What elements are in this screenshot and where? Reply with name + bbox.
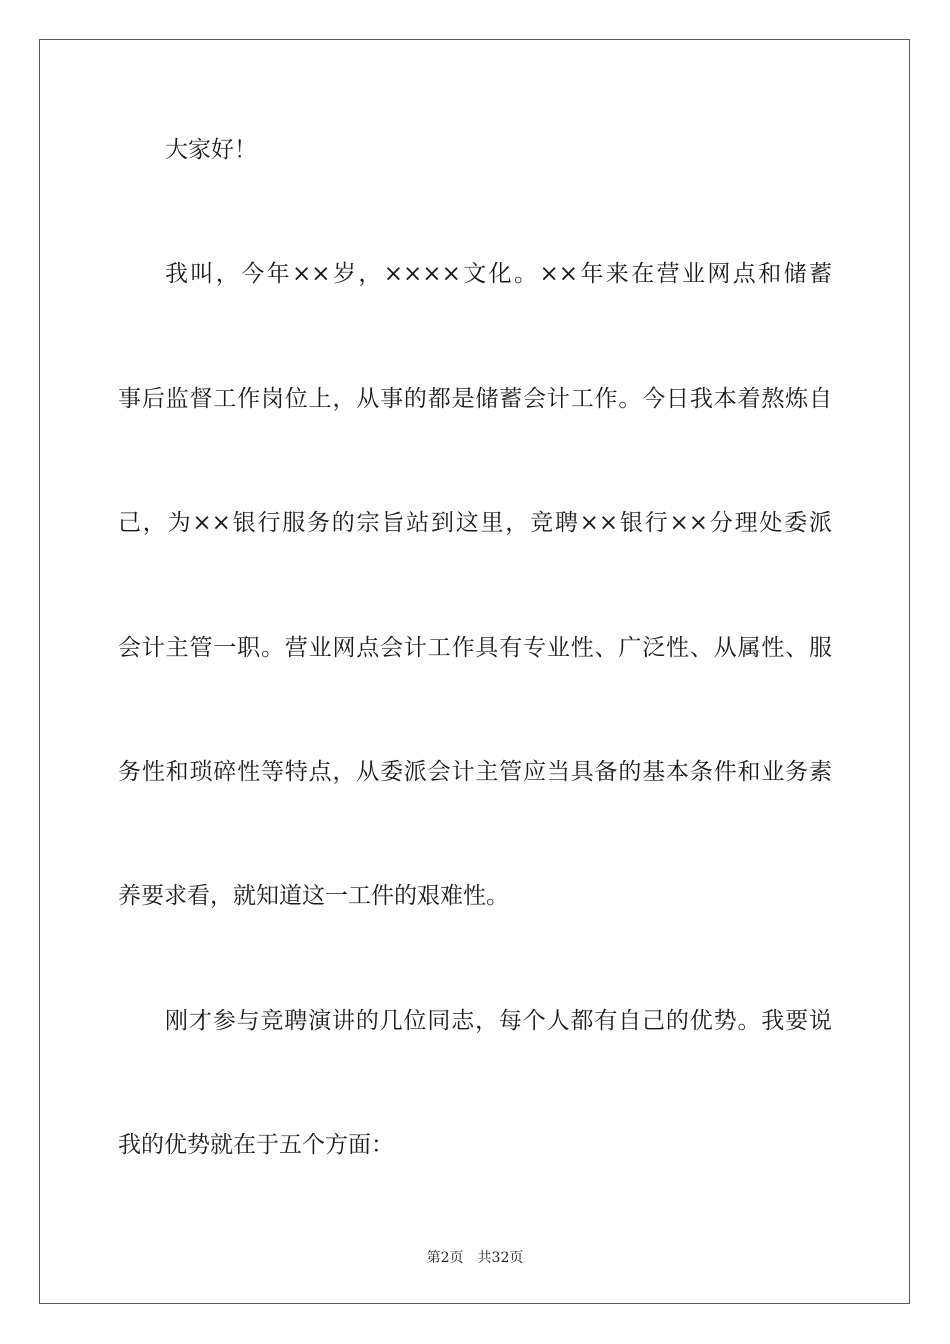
paragraph-1-line-5: 务性和琐碎性等特点，从委派会计主管应当具备的基本条件和业务素 — [118, 759, 832, 785]
paragraph-1-line-3: 己，为××银行服务的宗旨站到这里，竞聘××银行××分理处委派 — [118, 510, 832, 536]
paragraph-2-line-1: 刚才参与竞聘演讲的几位同志，每个人都有自己的优势。我要说 — [165, 1008, 832, 1034]
greeting: 大家好！ — [165, 137, 257, 163]
page-border — [39, 39, 910, 1304]
paragraph-1-line-4: 会计主管一职。营业网点会计工作具有专业性、广泛性、从属性、服 — [118, 635, 832, 661]
page-number: 第2页 — [426, 1250, 464, 1266]
page-total: 共32页 — [477, 1250, 524, 1266]
paragraph-2-line-2: 我的优势就在于五个方面： — [118, 1132, 394, 1158]
paragraph-1-line-6: 养要求看，就知道这一工件的艰难性。 — [118, 883, 509, 909]
page-footer — [0, 1247, 950, 1267]
paragraph-1-line-1: 我叫，今年××岁，××××文化。××年来在营业网点和储蓄 — [165, 261, 832, 287]
paragraph-1-line-2: 事后监督工作岗位上，从事的都是储蓄会计工作。今日我本着熬炼自 — [118, 386, 832, 412]
